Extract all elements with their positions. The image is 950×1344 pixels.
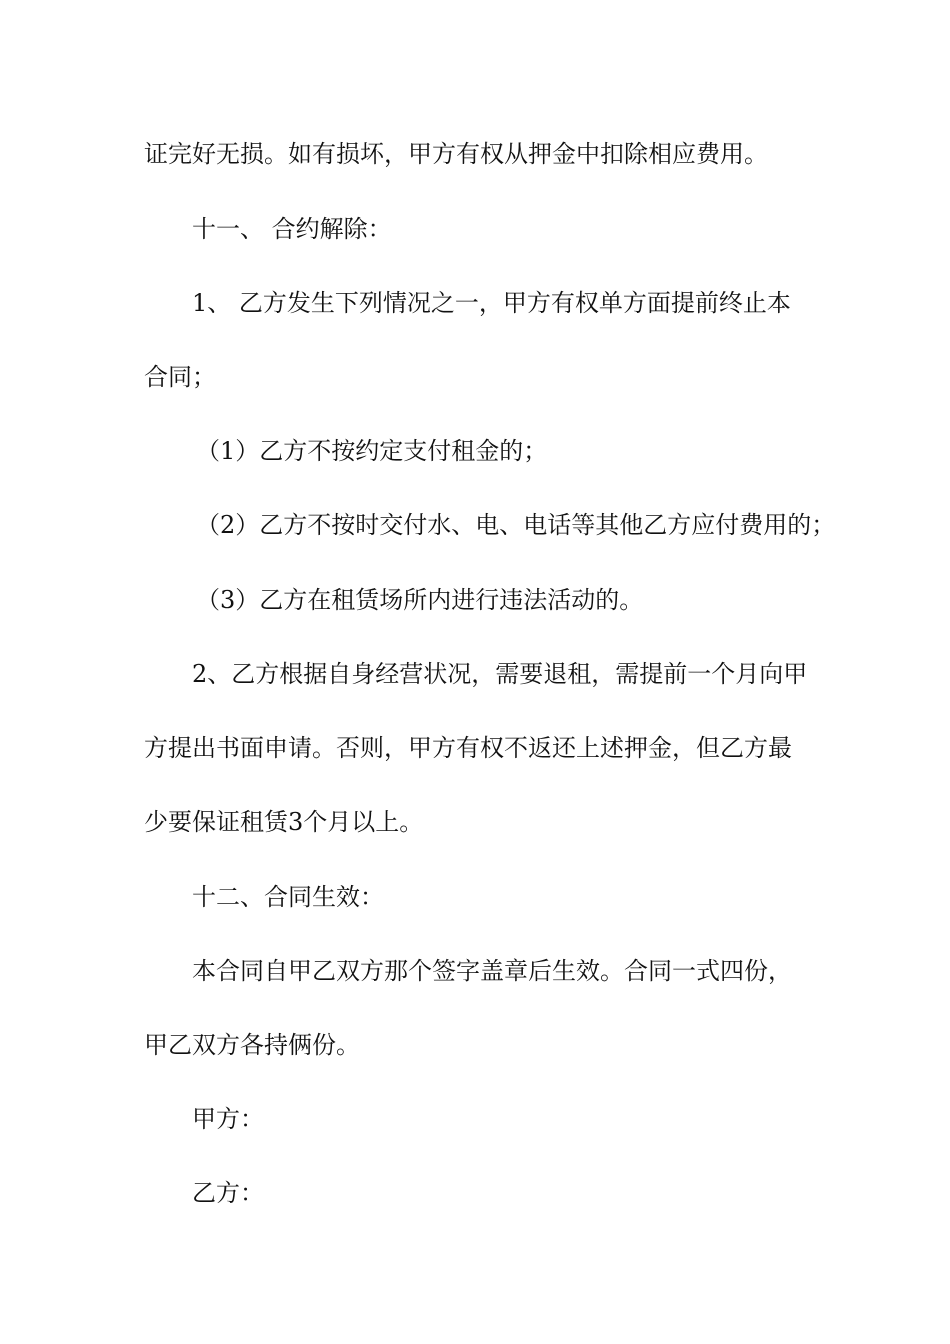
- party-a-signature-label: 甲方：: [192, 1105, 264, 1133]
- list-item: （1）乙方不按约定支付租金的；: [196, 437, 548, 465]
- paragraph-line: 合同；: [144, 363, 216, 391]
- paragraph-line: 本合同自甲乙双方那个签字盖章后生效。合同一式四份，: [192, 957, 792, 985]
- section-heading-termination: 十一、 合约解除：: [192, 215, 392, 243]
- list-item: （2）乙方不按时交付水、电、电话等其他乙方应付费用的；: [196, 511, 836, 539]
- paragraph-line: 甲乙双方各持俩份。: [144, 1031, 360, 1059]
- paragraph-line: 证完好无损。如有损坏，甲方有权从押金中扣除相应费用。: [144, 140, 768, 168]
- paragraph-line: 1、 乙方发生下列情况之一，甲方有权单方面提前终止本: [192, 289, 791, 317]
- party-b-signature-label: 乙方：: [192, 1179, 264, 1207]
- paragraph-line: 方提出书面申请。否则，甲方有权不返还上述押金，但乙方最: [144, 734, 792, 762]
- list-item: （3）乙方在租赁场所内进行违法活动的。: [196, 586, 644, 614]
- section-heading-effective: 十二、合同生效：: [192, 883, 384, 911]
- paragraph-line: 少要保证租赁3个月以上。: [144, 808, 424, 836]
- paragraph-line: 2、乙方根据自身经营状况，需要退租，需提前一个月向甲: [192, 660, 808, 688]
